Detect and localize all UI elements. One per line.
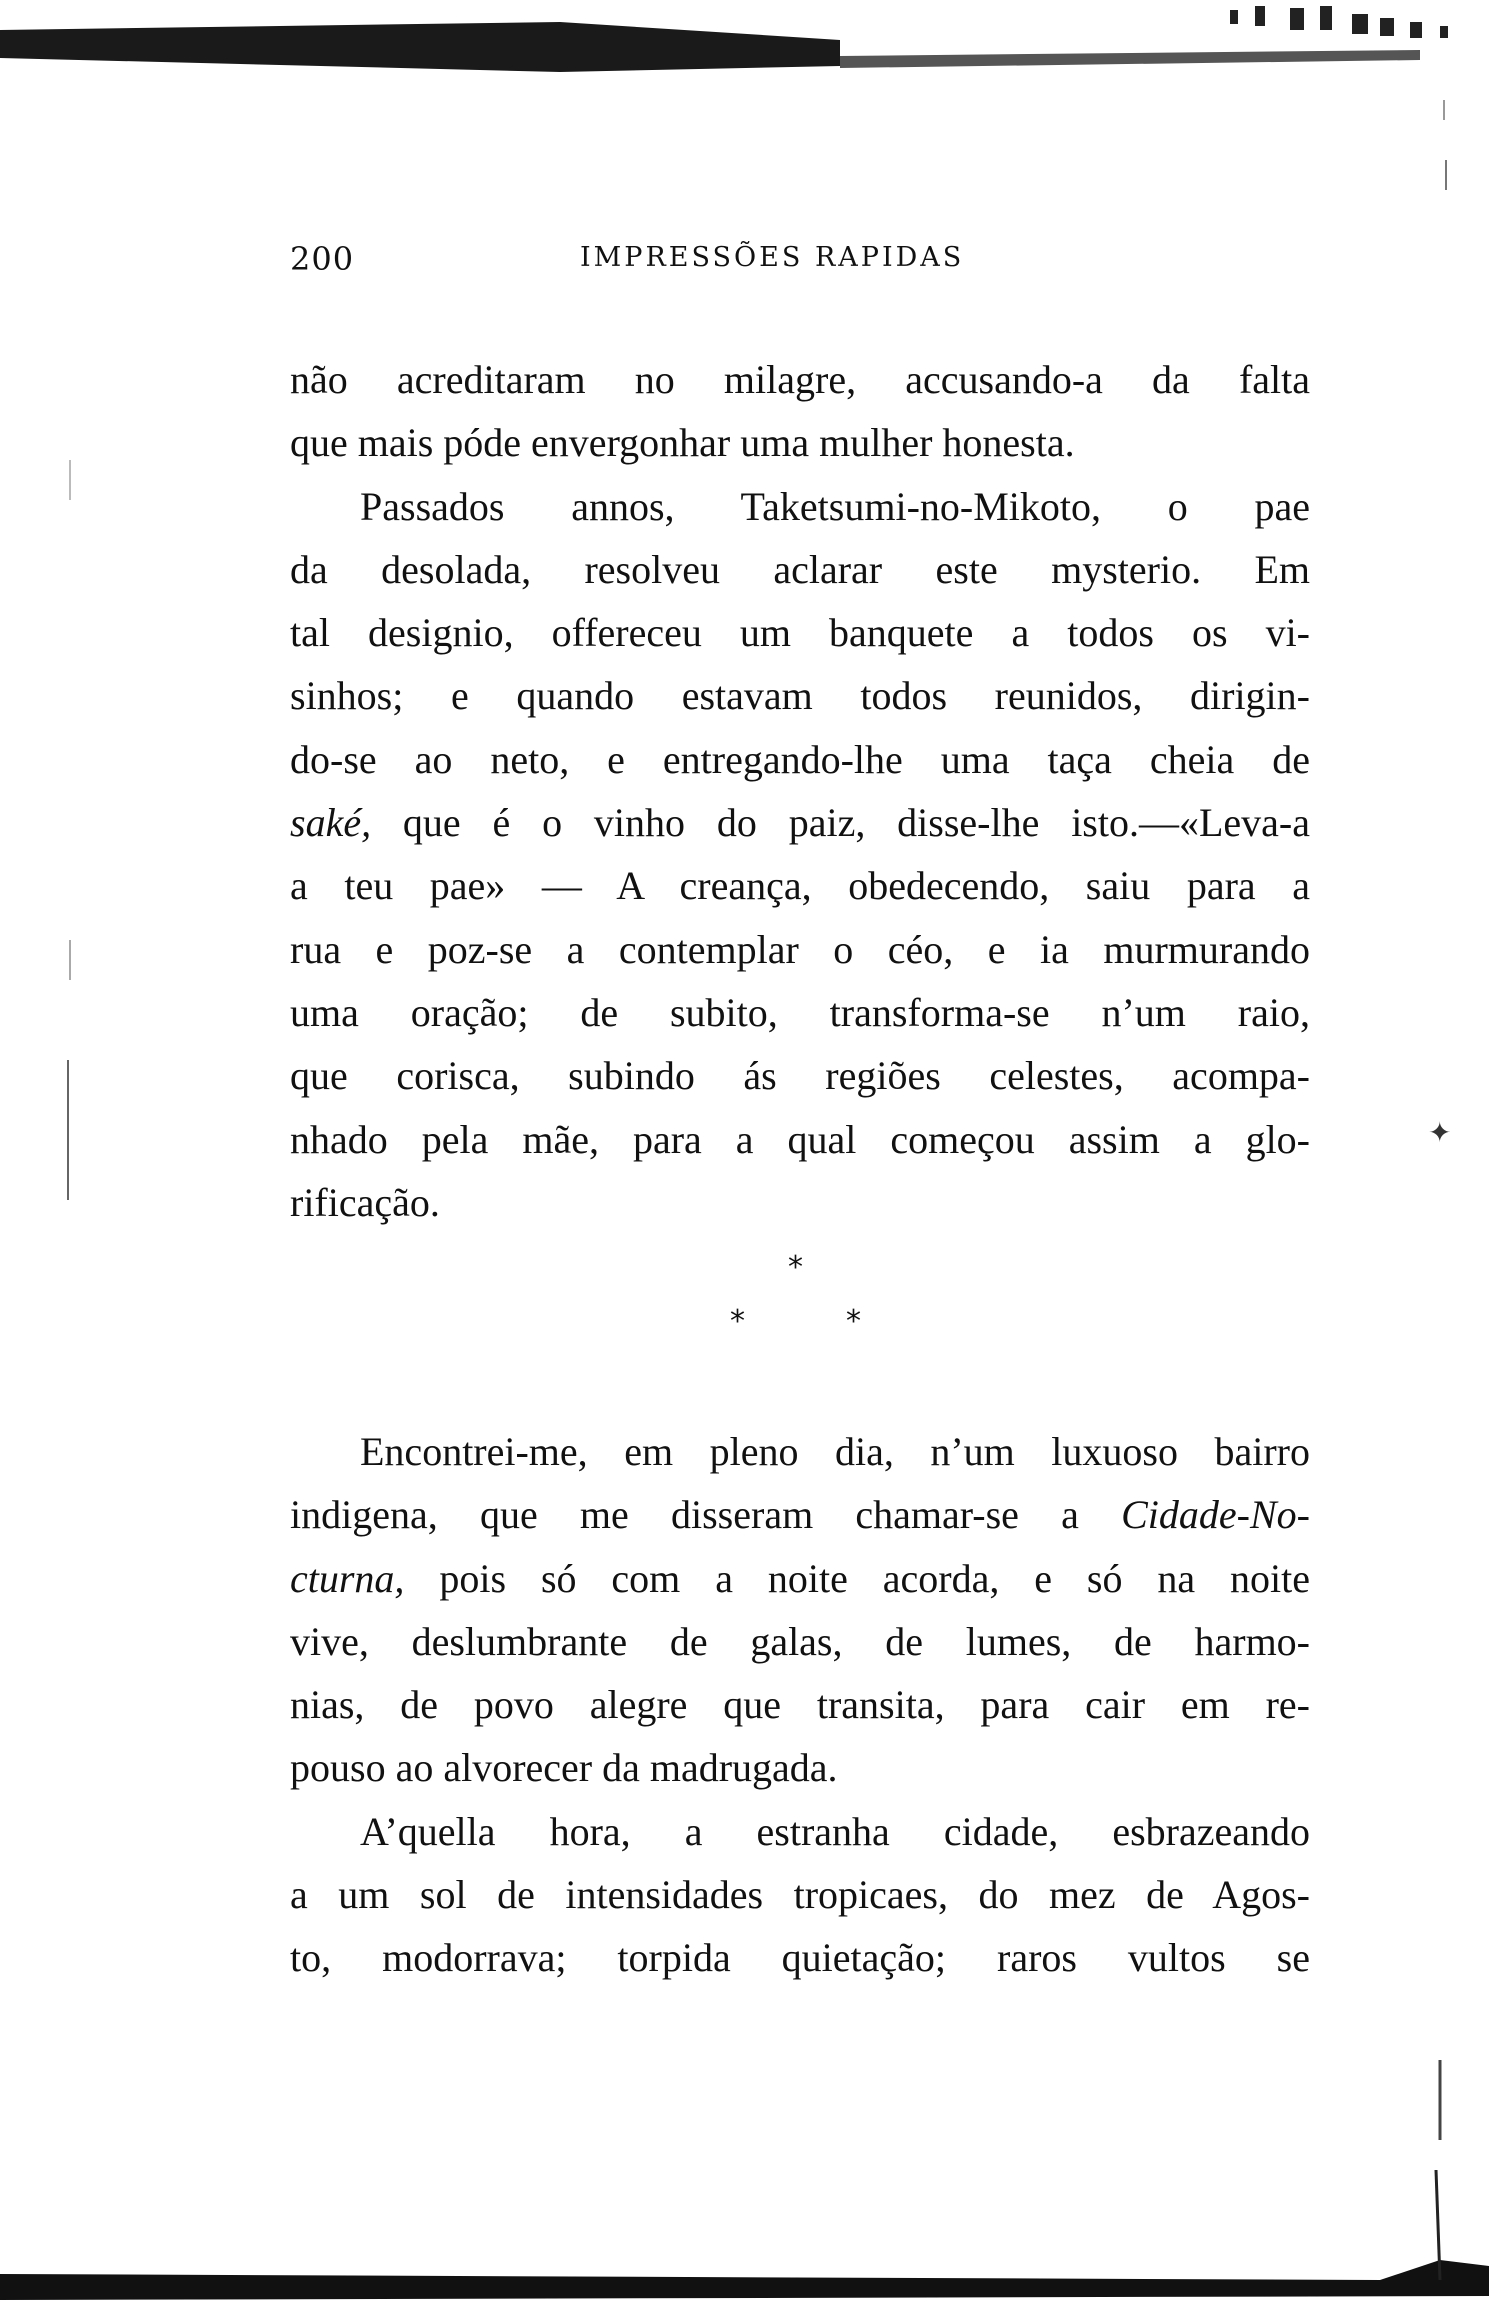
asterism-section-break <box>700 1250 900 1360</box>
text-line-start: indigena, que me disseram chamar-se a <box>290 1492 1079 1538</box>
text-line: Passados annos, Taketsumi-no-Mikoto, o pae <box>360 483 1310 529</box>
text-line: rua e poz-se a contemplar o céo, e ia murmurando <box>290 926 1310 972</box>
text-line: nhado pela mãe, para a qual começou assim a glo- <box>290 1116 1310 1162</box>
text-line: que corisca, subindo ás regiões celestes, acompa- <box>290 1053 1310 1099</box>
italic-word-sake: saké, <box>290 800 372 846</box>
text-line-rest: pois só com a noite acorda, e só na noite <box>439 1555 1311 1601</box>
text-line: rificação. <box>290 1179 440 1225</box>
scan-edge-top <box>0 0 1489 90</box>
paragraph-2 <box>290 475 1310 1235</box>
running-title: IMPRESSÕES RAPIDAS <box>580 242 965 273</box>
scan-edge-bottom <box>0 2230 1489 2316</box>
text-line: A’quella hora, a estranha cidade, esbrazeando <box>360 1808 1310 1854</box>
scan-bar-bottom <box>0 2260 1489 2300</box>
text-line: do-se ao neto, e entregando-lhe uma taça cheia de <box>290 736 1310 782</box>
text-line-rest: que é o vinho do paiz, disse-lhe isto.—«Leva-a <box>402 800 1310 846</box>
text-line: uma oração; de subito, transforma-se n’um raio, <box>290 989 1310 1035</box>
page-number: 200 <box>290 240 355 278</box>
text-block-bottom <box>290 1420 1310 1990</box>
paragraph-3 <box>290 1420 1310 1800</box>
text-block-top <box>290 348 1310 1234</box>
text-line: sinhos; e quando estavam todos reunidos, dirigin- <box>290 673 1310 719</box>
text-line: tal designio, offereceu um banquete a todos os vi- <box>290 610 1310 656</box>
scan-bar-top <box>0 22 840 72</box>
text-line: to, modorrava; torpida quietação; raros vultos se <box>290 1935 1310 1981</box>
text-line: a teu pae» — A creança, obedecendo, saiu para a <box>290 863 1310 909</box>
text-line: Encontrei-me, em pleno dia, n’um luxuoso bairro <box>360 1429 1310 1474</box>
asterisk-top: * <box>788 1250 803 1285</box>
text-line-with-italic <box>290 791 1310 854</box>
scan-specks-top <box>1230 6 1448 38</box>
scan-bar-top-thin <box>840 50 1420 68</box>
italic-word-cidade: Cidade-No- <box>1121 1492 1310 1538</box>
text-line: vive, deslumbrante de galas, de lumes, de harmo- <box>290 1618 1310 1664</box>
paragraph-4 <box>290 1800 1310 1990</box>
text-line: pouso ao alvorecer da madrugada. <box>290 1745 838 1791</box>
asterisk-right: * <box>846 1304 861 1339</box>
text-line: da desolada, resolveu aclarar este mysterio. Em <box>290 546 1310 592</box>
text-line-with-italic <box>290 1547 1310 1610</box>
svg-text:✦: ✦ <box>1428 1116 1452 1149</box>
text-line: não acreditaram no milagre, accusando-a da falta <box>290 357 1310 402</box>
text-line: que mais póde envergonhar uma mulher honesta. <box>290 420 1075 466</box>
text-line-with-italic <box>290 1483 1310 1546</box>
asterisk-left: * <box>730 1304 745 1339</box>
text-line: nias, de povo alegre que transita, para cair em re- <box>290 1682 1310 1728</box>
page-header <box>290 240 1310 290</box>
text-line: a um sol de intensidades tropicaes, do mez de Agos- <box>290 1872 1310 1918</box>
italic-word-nocturna: cturna, <box>290 1555 405 1601</box>
paragraph-1 <box>290 348 1310 475</box>
